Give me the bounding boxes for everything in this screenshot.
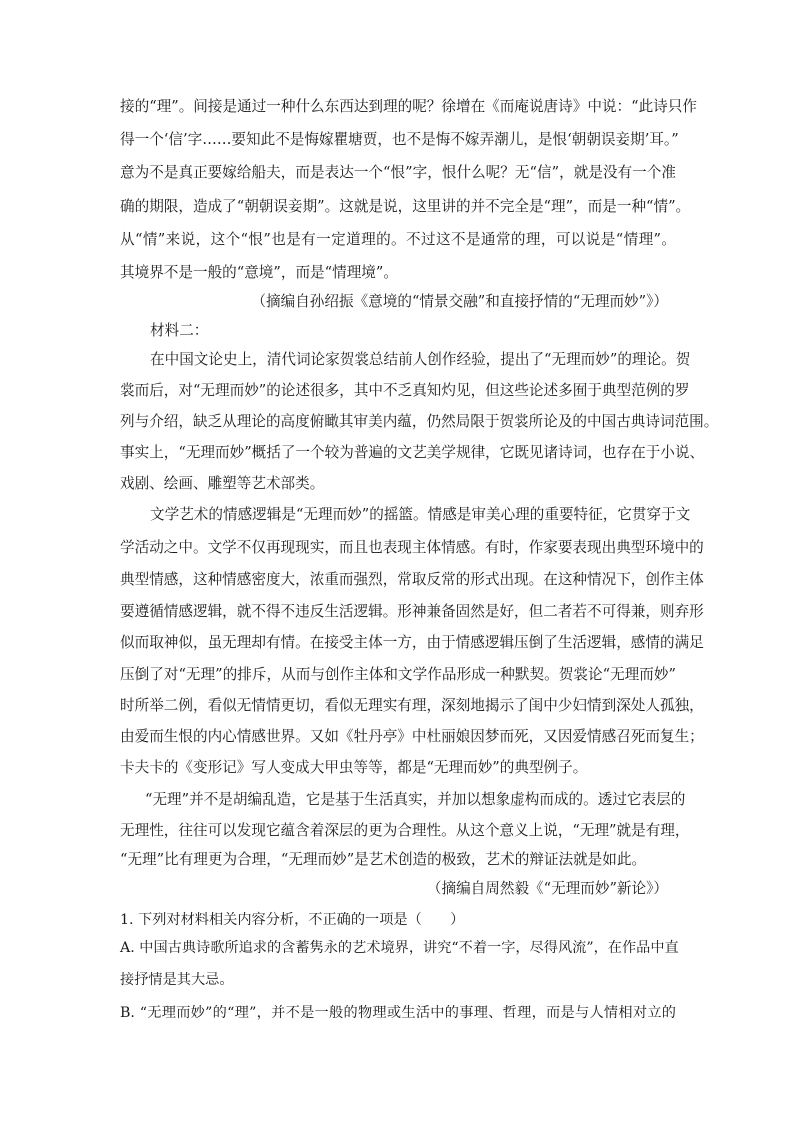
paragraph-line: 戏剧、绘画、雕塑等艺术部类。 [120,475,325,492]
paragraph-line: 事实上，“无理而妙”概括了一个较为普遍的文艺美学规律，它既见诸诗词，也存在于小说、 [120,444,705,461]
paragraph-line: 意为不是真正要嫁给船夫，而是表达一个“恨”字，恨什么呢？无“信”，就是没有一个准 [120,164,676,181]
paragraph-line: 时所举二例，看似无情情更切，看似无理实有理，深刻地揭示了闺中少妇情到深处人孤独， [120,697,704,714]
paragraph-line: 学活动之中。文学不仅再现现实，而且也表现主体情感。有时，作家要表现出典型环境中的 [120,539,704,556]
question-option-a: A. 中国古典诗歌所追求的含蓄隽永的艺术境界，讲究“不着一字，尽得风流”，在作品中直 [120,940,679,956]
paragraph-line: 列与介绍，缺乏从理论的高度俯瞰其审美内蕴，仍然局限于贺裳所论及的中国古典诗词范围。 [120,413,719,430]
paragraph-line: 得一个‘信’字……要知此不是悔嫁瞿塘贾，也不是悔不嫁弄潮儿，是恨‘朝朝误妾期’耳。” [120,131,679,148]
paragraph-line: 其境界不是一般的“意境”，而是“情理境”。 [120,264,398,281]
paragraph-line: “无理”比有理更为合理，“无理而妙”是艺术创造的极致，艺术的辩证法就是如此。 [120,851,647,868]
paragraph-line: 裳而后，对“无理而妙”的论述很多，其中不乏真知灼见，但这些论述多囿于典型范例的罗 [120,382,690,399]
paragraph-line: 典型情感，这种情感密度大，浓重而强烈，常取反常的形式出现。在这种情况下，创作主体 [120,571,704,588]
paragraph-line: 似而取神似，虽无理却有情。在接受主体一方，由于情感逻辑压倒了生活逻辑，感情的满足 [120,634,704,651]
paragraph-line: 在中国文论史上，清代词论家贺裳总结前人创作经验，提出了“无理而妙”的理论。贺 [150,351,691,368]
paragraph-line: 确的期限，造成了“朝朝误妾期”。这就是说，这里讲的并不完全是“理”，而是一种“情”。 [120,198,691,215]
paragraph-line: 压倒了对“无理”的排斥，从而与创作主体和文学作品形成一种默契。贺裳论“无理而妙” [120,666,676,683]
paragraph-line: 由爱而生恨的内心情感世界。又如《牡丹亭》中杜丽娘因梦而死，又因爱情感召死而复生； [120,728,704,745]
section-heading-material-two: 材料二： [150,322,209,339]
paragraph-line: 要遵循情感逻辑，就不得不违反生活逻辑。形神兼备固然是好，但二者若不可得兼，则弃形 [120,603,704,620]
paragraph-line: 接的“理”。间接是通过一种什么东西达到理的呢？徐增在《而庵说唐诗》中说：“此诗只作 [120,98,697,115]
question-option-b: B. “无理而妙”的“理”，并不是一般的物理或生活中的事理、哲理，而是与人情相对立的 [120,1005,676,1021]
question-option-a-continued: 接抒情是其大忌。 [120,972,234,988]
citation-two: （摘编自周然毅《“无理而妙”新论》） [426,880,668,897]
question-stem: 1. 下列对材料相关内容分析，不正确的一项是（ ） [120,912,465,928]
citation-one: （摘编自孙绍振《意境的“情景交融”和直接抒情的“无理而妙”》） [251,293,668,310]
paragraph-line: 无理性，往往可以发现它蕴含着深层的更为合理性。从这个意义上说，“无理”就是有理， [120,822,690,839]
paragraph-line: 卡夫卡的《变形记》写人变成大甲虫等等，都是“无理而妙”的典型例子。 [120,759,588,776]
paragraph-line: 从“情”来说，这个“恨”也是有一定道理的。不过这不是通常的理，可以说是“情理”。 [120,231,676,248]
paragraph-line: “无理”并不是胡编乱造，它是基于生活真实，并加以想象虚构而成的。透过它表层的 [145,791,686,808]
paragraph-line: 文学艺术的情感逻辑是“无理而妙”的摇篮。情感是审美心理的重要特征，它贯穿于文 [150,506,691,523]
